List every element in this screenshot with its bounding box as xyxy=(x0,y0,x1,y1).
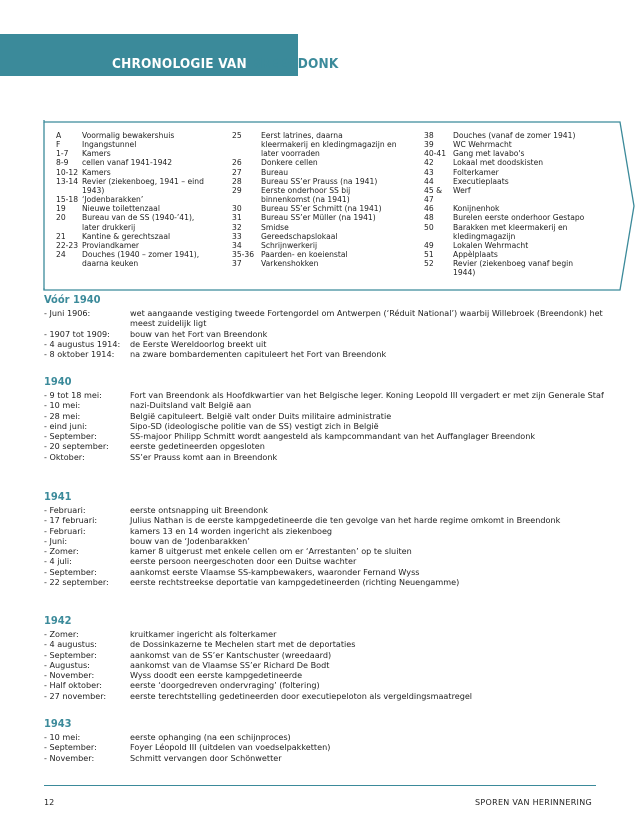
entry-date: - 20 september: xyxy=(44,441,109,452)
legend-label: Nieuwe toilettenzaal xyxy=(82,204,160,214)
entry-date: - 22 september: xyxy=(44,577,109,588)
timeline-entry xyxy=(44,421,604,431)
timeline-entry xyxy=(44,567,604,577)
legend-key: 32 xyxy=(232,222,242,232)
entry-date: - September: xyxy=(44,431,97,442)
entry-text: bouw van de ‘Jodenbarakken’ xyxy=(130,535,250,546)
timeline-entry xyxy=(44,577,604,587)
entry-date: - Februari: xyxy=(44,505,86,515)
legend-item xyxy=(232,223,414,232)
timeline-entry xyxy=(44,536,604,546)
section-before-1940 xyxy=(44,293,604,359)
legend-item xyxy=(424,131,594,140)
entry-date: - eind juni: xyxy=(44,420,88,431)
entry-text: Julius Nathan is de eerste kampgedetineerde die ten gevolge van het harde regime omkomt in Breendonk xyxy=(130,515,561,526)
legend-key: A xyxy=(56,131,62,140)
section-1942 xyxy=(44,614,604,701)
entry-text: de Eerste Wereldoorlog breekt uit xyxy=(130,338,267,349)
legend-item xyxy=(232,195,414,204)
legend-key xyxy=(56,259,82,268)
legend-key: 46 xyxy=(424,204,434,214)
legend-label: Gang met lavabo's xyxy=(453,149,525,159)
entry-date: - 9 tot 18 mei: xyxy=(44,390,102,400)
legend-key: 52 xyxy=(424,259,434,269)
timeline-entry xyxy=(44,546,604,556)
legend-label: 1944) xyxy=(453,268,476,278)
legend-key: 34 xyxy=(232,240,242,250)
section-heading: 1941 xyxy=(44,490,72,503)
legend-item xyxy=(232,168,414,177)
legend-key: 25 xyxy=(232,131,242,140)
legend-item xyxy=(232,232,414,241)
legend-key: 40-41 xyxy=(424,149,447,159)
entry-text: Sipo-SD (ideologische politie van de SS) vestigt zich in België xyxy=(130,420,379,431)
entry-date: - 10 mei: xyxy=(44,400,81,411)
entry-date: - September: xyxy=(44,742,97,753)
timeline-entry xyxy=(44,691,604,701)
legend-key xyxy=(232,195,261,204)
legend-key xyxy=(232,140,261,149)
legend-key: 21 xyxy=(56,231,66,241)
legend-label: Douches (vanaf de zomer 1941) xyxy=(453,131,576,140)
entry-date: - 4 augustus 1914: xyxy=(44,338,121,349)
legend-key: 22-23 xyxy=(56,240,79,250)
legend-key: 26 xyxy=(232,158,242,168)
legend-item xyxy=(424,268,594,277)
legend-key: 20 xyxy=(56,213,66,223)
legend-label: Voormalig bewakershuis xyxy=(82,131,175,140)
entry-text: kamers 13 en 14 worden ingericht als ziekenboeg xyxy=(130,525,333,536)
entry-date: - Juni: xyxy=(44,535,68,546)
timeline-entry xyxy=(44,308,604,329)
page-title xyxy=(112,56,339,72)
entry-text: eerste persoon neergeschoten door een Duitse wachter xyxy=(130,556,357,567)
legend-key: 13-14 xyxy=(56,176,79,186)
legend-key: 28 xyxy=(232,176,242,186)
legend-key xyxy=(424,232,453,241)
legend-label: Appèlplaats xyxy=(453,250,498,260)
legend-label: 1943) xyxy=(82,185,105,195)
timeline-entry xyxy=(44,680,604,690)
timeline-entry xyxy=(44,526,604,536)
legend-item xyxy=(56,149,231,158)
entry-date: - 27 november: xyxy=(44,690,107,701)
page-title-part1: CHRONOLOGIE VAN xyxy=(112,56,247,72)
legend-item xyxy=(424,186,594,204)
legend-key: 39 xyxy=(424,140,434,150)
entry-text: SS’er Prauss komt aan in Breendonk xyxy=(130,451,278,462)
page-title-part2: BREENDONK xyxy=(251,56,339,72)
legend-item xyxy=(232,259,414,268)
timeline-entry xyxy=(44,390,604,400)
legend-label: Douches (1940 – zomer 1941), xyxy=(82,250,200,260)
timeline-entry xyxy=(44,431,604,441)
legend-item xyxy=(56,131,231,140)
entry-text: eerste terechtstelling gedetineerden door executiepeloton als vergeldingsmaatregel xyxy=(130,690,473,701)
legend-label: Barakken met kleermakerij en xyxy=(453,222,568,232)
entry-date: - September: xyxy=(44,649,97,660)
legend-label: Bureau xyxy=(261,167,289,177)
legend-item xyxy=(56,186,231,195)
legend-key: 45 & 47 xyxy=(424,185,442,205)
legend-key: 48 xyxy=(424,213,434,223)
section-heading: 1943 xyxy=(44,717,72,730)
entry-text: de Dossinkazerne te Mechelen start met de deportaties xyxy=(130,639,356,650)
entry-text: eerste ophanging (na een schijnproces) xyxy=(130,732,291,742)
legend-key: 15-18 xyxy=(56,195,79,205)
legend-key: 51 xyxy=(424,250,434,260)
timeline-entry xyxy=(44,329,604,339)
legend-label: Konijnenhok xyxy=(453,204,500,214)
timeline-entry xyxy=(44,339,604,349)
legend-key: 30 xyxy=(232,204,242,214)
timeline-entry xyxy=(44,742,604,752)
entry-date: - November: xyxy=(44,670,95,681)
timeline-entry xyxy=(44,639,604,649)
legend-label: Revier (ziekenboeg vanaf begin xyxy=(453,259,574,269)
legend-label: Revier (ziekenboeg, 1941 – eind xyxy=(82,176,204,186)
entry-date: - Juni 1906: xyxy=(44,308,91,318)
legend-label: Gereedschapslokaal xyxy=(261,231,338,241)
legend-item xyxy=(424,149,594,158)
legend-label: Bureau SS’er Müller (na 1941) xyxy=(261,213,376,223)
legend-column-3 xyxy=(424,131,594,278)
legend-key xyxy=(424,268,453,277)
legend-label: kledingmagazijn xyxy=(453,231,516,241)
entry-text: kruitkamer ingericht als folterkamer xyxy=(130,629,277,639)
legend-label: Smidse xyxy=(261,222,289,232)
entry-date: - Zomer: xyxy=(44,546,79,557)
entry-date: - November: xyxy=(44,752,95,763)
legend-item xyxy=(56,259,231,268)
timeline-entry xyxy=(44,400,604,410)
entry-text: bouw van het Fort van Breendonk xyxy=(130,328,268,339)
legend-label: cellen vanaf 1941-1942 xyxy=(82,158,173,168)
legend-label: WC Wehrmacht xyxy=(453,140,512,150)
legend-column-2 xyxy=(232,131,414,268)
legend-label: Bureau SS’er Prauss (na 1941) xyxy=(261,176,378,186)
entry-text: Wyss doodt een eerste kampgedetineerde xyxy=(130,670,303,681)
legend-item xyxy=(232,186,414,195)
legend-key: 50 xyxy=(424,222,434,232)
legend-item xyxy=(424,232,594,241)
legend-item xyxy=(56,250,231,259)
entry-date: - 10 mei: xyxy=(44,732,81,742)
publication-title: SPOREN VAN HERINNERING xyxy=(474,798,592,807)
entry-date: - 17 februari: xyxy=(44,515,98,526)
legend-label: Kamers xyxy=(82,167,111,177)
entry-date: - Zomer: xyxy=(44,629,79,639)
entry-text: aankomst van de Vlaamse SS’er Richard De Bodt xyxy=(130,659,330,670)
legend-item xyxy=(232,149,414,158)
entry-text: eerste gedetineerden opgesloten xyxy=(130,441,265,452)
timeline-entry xyxy=(44,452,604,462)
legend-item xyxy=(424,140,594,149)
legend-label: later drukkerij xyxy=(82,222,136,232)
legend-item xyxy=(56,204,231,213)
entry-date: - 28 mei: xyxy=(44,410,81,421)
timeline-entry xyxy=(44,441,604,451)
timeline-entry xyxy=(44,670,604,680)
legend-key xyxy=(56,223,82,232)
entry-text: eerste ‘doorgedreven ondervraging’ (foltering) xyxy=(130,680,320,691)
legend-label: daarna keuken xyxy=(82,259,139,269)
legend-key xyxy=(232,149,261,158)
legend-label: Burelen eerste onderhoor Gestapo xyxy=(453,213,585,223)
entry-text: Fort van Breendonk als Hoofdkwartier van het Belgische leger. Koning Leopold III vergadert er met zijn Generale Staf xyxy=(130,390,604,400)
timeline-entry xyxy=(44,650,604,660)
entry-text: aankomst eerste Vlaamse SS-kampbewakers, waaronder Fernand Wyss xyxy=(130,566,420,577)
section-heading: Vóór 1940 xyxy=(44,293,101,306)
timeline-entry xyxy=(44,753,604,763)
legend-label: later voorraden xyxy=(261,149,320,159)
legend-key: 19 xyxy=(56,204,66,214)
legend-item xyxy=(232,250,414,259)
legend-key: 24 xyxy=(56,250,66,260)
legend-key: 44 xyxy=(424,176,434,186)
entry-date: - 8 oktober 1914: xyxy=(44,349,115,360)
legend-key: 42 xyxy=(424,158,434,168)
entry-text: eerste rechtstreekse deportatie van kampgedetineerden (richting Neuengamme) xyxy=(130,577,460,588)
legend-key: 8-9 xyxy=(56,158,69,168)
legend-label: Proviandkamer xyxy=(82,240,140,250)
legend-label: Lokalen Wehrmacht xyxy=(453,240,529,250)
legend-key: 33 xyxy=(232,231,242,241)
entry-date: - Oktober: xyxy=(44,451,85,462)
timeline-entry xyxy=(44,660,604,670)
entry-text: SS-majoor Philipp Schmitt wordt aangesteld als kampcommandant van het Auffanglager Breendonk xyxy=(130,431,536,442)
entry-date: - Februari: xyxy=(44,525,86,536)
page-number: 12 xyxy=(44,798,55,807)
legend-key: 49 xyxy=(424,240,434,250)
legend-label: Bureau SS’er Schmitt (na 1941) xyxy=(261,204,382,214)
legend-label: Executieplaats xyxy=(453,176,509,186)
legend-item xyxy=(424,223,594,232)
legend-key: 29 xyxy=(232,185,242,195)
legend-label: Kantine & gerechtszaal xyxy=(82,231,171,241)
legend-item xyxy=(56,177,231,186)
legend-key: 38 xyxy=(424,131,434,140)
entry-date: - 4 augustus: xyxy=(44,639,98,650)
timeline-entry xyxy=(44,349,604,359)
legend-key: F xyxy=(56,140,61,150)
section-1940 xyxy=(44,375,604,462)
legend-key: 27 xyxy=(232,167,242,177)
legend-key: 10-12 xyxy=(56,167,79,177)
legend-item xyxy=(424,213,594,222)
legend-item xyxy=(424,204,594,213)
section-1943 xyxy=(44,717,604,763)
legend-item xyxy=(232,241,414,250)
legend-item xyxy=(424,241,594,250)
timeline-entry xyxy=(44,515,604,525)
entry-date: - September: xyxy=(44,566,97,577)
entry-text: België capituleert. België valt onder Duits militaire administratie xyxy=(130,410,392,421)
footer-divider xyxy=(44,785,596,786)
legend-label: ‘Jodenbarakken’ xyxy=(82,195,144,205)
legend-item xyxy=(424,158,594,167)
section-heading: 1942 xyxy=(44,614,72,627)
legend-label: Bureau van de SS (1940-’41), xyxy=(82,213,195,223)
legend-item xyxy=(232,140,414,149)
entry-date: - 1907 tot 1909: xyxy=(44,328,110,339)
legend-key xyxy=(56,186,82,195)
legend-item xyxy=(424,177,594,186)
legend-key: 1-7 xyxy=(56,149,69,159)
entry-text: kamer 8 uitgerust met enkele cellen om er ‘Arrestanten’ op te sluiten xyxy=(130,546,412,557)
legend-item xyxy=(56,223,231,232)
section-heading: 1940 xyxy=(44,375,72,388)
legend-key: 43 xyxy=(424,167,434,177)
legend-item xyxy=(232,213,414,222)
legend-label: binnenkomst (na 1941) xyxy=(261,195,350,205)
entry-text: nazi-Duitsland valt België aan xyxy=(130,400,252,411)
legend-key: 37 xyxy=(232,259,242,269)
entry-text: aankomst van de SS’er Kantschuster (wreedaard) xyxy=(130,649,332,660)
legend-item xyxy=(56,232,231,241)
legend-item xyxy=(56,158,231,167)
legend-label: Lokaal met doodskisten xyxy=(453,158,544,168)
legend-key: 35-36 xyxy=(232,250,255,260)
legend-item xyxy=(56,140,231,149)
entry-text: wet aangaande vestiging tweede Fortengordel om Antwerpen (‘Réduit National’) waarbij Willebroek (Breendonk) het meest zuidelijk ligt xyxy=(130,308,603,329)
legend-label: Schrijnwerkerij xyxy=(261,240,318,250)
legend-label: Folterkamer xyxy=(453,167,499,177)
legend-label: Kamers xyxy=(82,149,111,159)
legend-item xyxy=(56,195,231,204)
legend-label: kleermakerij en kledingmagazijn en xyxy=(261,140,397,150)
entry-date: - 4 juli: xyxy=(44,556,72,567)
timeline-entry xyxy=(44,505,604,515)
legend-item xyxy=(56,241,231,250)
section-1941 xyxy=(44,490,604,587)
legend-label: Donkere cellen xyxy=(261,158,318,168)
entry-text: Foyer Léopold III (uitdelen van voedselpakketten) xyxy=(130,742,331,753)
legend-label: Eerst latrines, daarna xyxy=(261,131,343,140)
entry-date: - Augustus: xyxy=(44,659,90,670)
timeline-entry xyxy=(44,629,604,639)
legend-label: Paarden- en koeienstal xyxy=(261,250,348,260)
legend-key: 31 xyxy=(232,213,242,223)
legend-label: Eerste onderhoor SS bij xyxy=(261,185,351,195)
timeline-entry xyxy=(44,411,604,421)
entry-date: - Half oktober: xyxy=(44,680,103,691)
timeline-entry xyxy=(44,556,604,566)
legend-item xyxy=(232,158,414,167)
legend-item xyxy=(424,168,594,177)
legend-label: Ingangstunnel xyxy=(82,140,137,150)
legend-item xyxy=(56,213,231,222)
legend-column-1 xyxy=(56,131,231,268)
entry-text: eerste ontsnapping uit Breendonk xyxy=(130,505,268,515)
entry-text: Schmitt vervangen door Schönwetter xyxy=(130,752,282,763)
legend-item xyxy=(232,131,414,140)
legend-label: Werf xyxy=(453,185,471,195)
legend-item xyxy=(424,259,594,268)
legend-item xyxy=(232,204,414,213)
legend-item xyxy=(424,250,594,259)
timeline-entry xyxy=(44,732,604,742)
legend-item xyxy=(56,168,231,177)
legend-label: Varkenshokken xyxy=(261,259,319,269)
entry-text: na zware bombardementen capituleert het Fort van Breendonk xyxy=(130,349,387,360)
legend-item xyxy=(232,177,414,186)
